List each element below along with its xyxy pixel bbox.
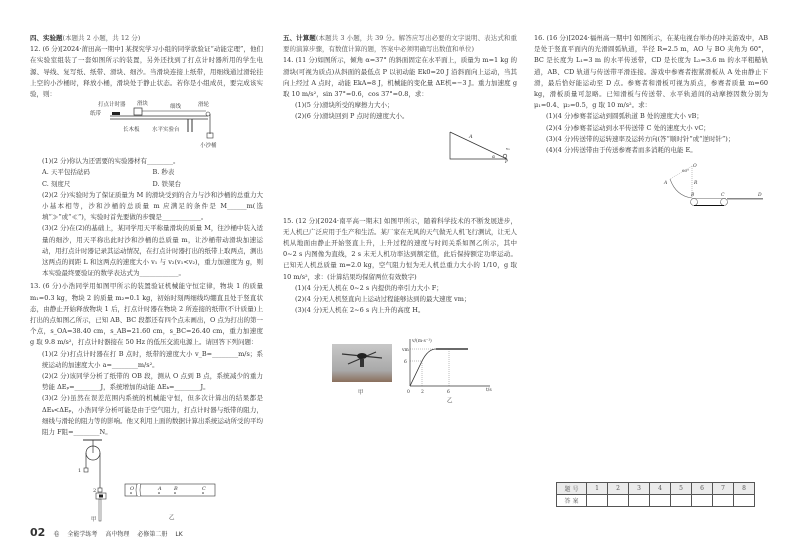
q-number: 3	[629, 483, 650, 495]
block-1	[84, 468, 88, 472]
drone-icon	[332, 344, 392, 382]
section-title: 四、实验题	[30, 34, 63, 42]
label-slider: 滑块	[137, 101, 149, 107]
q16-part1: (1)(4 分)参赛者运动到圆弧轨道 B 处的速度大小 vB；	[546, 112, 703, 121]
arc-track	[670, 179, 692, 198]
option-b: B. 秒表	[152, 168, 175, 177]
label-yi: 乙	[169, 515, 175, 521]
q16-stem: 16. (16 分)[2024·福州高一期中] 如图所示，在某电视台举办的冲关游戏中，AB 是处于竖直平面内的光滑圆弧轨道，半径 R=2.5 m，AO 与 BO 夹角为 60°，BC 是长度为 L₁=3 m 的水平传送带，CD 是长度为 L₂=3.6 m 的水平粗糙轨道，AB、CD 轨道与传送带平滑连接。游戏中参赛者抱紧滑板从 A 处由静止下滑，最后恰好能运动至 D 点。参赛者和滑板可视为质点，参赛者质量 m=60 kg，滑板质量可忽略。已知滑板与传送带、水平轨道间的动摩擦因数分别为 μ₁=0.4、μ₂=0.5，g 取 10 m/s²。求：	[534, 34, 768, 110]
label-vm: vm	[402, 348, 409, 353]
timer-shape	[112, 112, 120, 115]
footer-code: LK	[175, 531, 183, 538]
answer-cell[interactable]	[608, 495, 629, 507]
page-footer	[30, 526, 183, 539]
label-bucket: 小沙桶	[200, 143, 217, 149]
q-number: 2	[608, 483, 629, 495]
row-header-answer: 答 案	[557, 495, 587, 507]
answer-cell[interactable]	[713, 495, 734, 507]
q16-track-figure	[660, 162, 770, 204]
point-a: A	[158, 486, 162, 492]
label-r: R	[694, 181, 698, 186]
footer-book: 必修第二册	[137, 531, 168, 538]
q13-figure	[75, 438, 225, 523]
block-2	[98, 488, 102, 492]
section-title: 五、计算题	[283, 34, 316, 42]
drone-photo	[332, 344, 392, 382]
q12-part3: (3)(2 分)在(2)的基础上，某同学用天平称量滑块的质量 M，往沙桶中装入适量的细沙，用天平称出此时沙和沙桶的总质量 m，让沙桶带动滑块加速运动，用打点计时器记录其运动情况，在打点计时器打出的纸带上取两点，测出这两点的间距 L 和这两点的速度大小 v₁ 与 v₂(v₁<v₂)，重力加速度为 g，则本实验最终要验证的数学表达式为____________。	[42, 224, 263, 278]
table-row-numbers	[557, 483, 755, 495]
answer-cell[interactable]	[587, 495, 608, 507]
section-note: (本题共 2 小题，共 12 分)	[62, 34, 141, 42]
answer-table	[556, 482, 755, 507]
q15-part3: (3)(4 分)无人机在 2~6 s 内上升的高度 H。	[295, 306, 425, 315]
column-right	[534, 33, 768, 156]
column-middle	[283, 33, 517, 316]
label-tape: 纸带	[90, 111, 102, 117]
rough-track	[727, 198, 763, 200]
q14-part1: (1)(5 分)滑块所受的摩擦力大小；	[295, 101, 394, 110]
label-string: 细线	[170, 104, 182, 110]
q13-stem: 13. (6 分)小浩同学用如图甲所示的装置验证机械能守恒定律，物块 1 的质量 m₁=0.3 kg，物块 2 的质量 m₂=0.1 kg，初始时刻两细线均绷直且处于竖直状态，由静止开始释放物块 1 后，打点计时器在物块 2 所连接的纸带(不计质量)上打出的点如图乙所示，已知 AB、BC 段都还有四个点未画出，O 点为打出的第一个点，s_OA=38.40 cm，s_AB=21.60 cm，s_BC=26.40 cm，重力加速度 g 取 9.8 m/s²，打点计时器接在 50 Hz 的低压交流电源上。请回答下列问题：	[30, 282, 263, 347]
roller-c	[721, 199, 728, 206]
q15-part2: (2)(4 分)无人机竖直向上运动过程能够达到的最大速度 vm；	[295, 295, 471, 304]
q13-part1: (1)(2 分)打点计时器在打 B 点时，纸带的速度大小 v_B=________m/s；系统运动的加速度大小 a=________m/s²。	[42, 349, 263, 369]
q12-part2: (2)(2 分)实验时为了保证质量为 M 的滑块受到的合力与沙和沙桶的总重力大小基本相等，沙和沙桶的总质量 m 应满足的条件是 M______m(选填“≫”或“≪”)，实验时首先要做的步骤是____________。	[42, 190, 263, 222]
q16-part2: (2)(4 分)参赛者运动到水平传送带 C 处的速度大小 vC；	[546, 123, 710, 132]
point-b: B	[174, 486, 178, 492]
q12-options	[30, 167, 263, 189]
label-jia: 甲	[358, 390, 364, 396]
label-table: 水平实验台	[152, 127, 180, 133]
point-o: O	[130, 486, 135, 492]
section-note: (本题共 3 小题，共 39 分。解答应写出必要的文字说明、表达式和重要的演算步骤，有数值计算的题，答案中必须明确写出数值和单位)	[283, 34, 517, 54]
option-c: C. 刻度尺	[42, 179, 71, 188]
answer-cell[interactable]	[650, 495, 671, 507]
option-d: D. 铁架台	[152, 179, 182, 188]
answer-cell[interactable]	[629, 495, 650, 507]
q14-part2: (2)(6 分)滑块回到 P 点时的速度大小。	[295, 112, 409, 121]
q-number: 4	[650, 483, 671, 495]
label-x6: 6	[447, 390, 450, 395]
q14-incline-figure	[445, 130, 515, 165]
q14-stem: 14. (11 分)如图所示，倾角 α=37° 的斜面固定在水平面上，质量为 m=1 kg 的滑块(可视为质点)从斜面的最低点 P 以初动能 Ek0=20 J 沿斜面向上运动，当其向上经过 A 点时，动能 EkA=8 J，机械能的变化量 ΔE机=−3 J。重力加速度 g 取 10 m/s²，sin 37°=0.6，cos 37°=0.8，求：	[283, 56, 517, 99]
q15-part1: (1)(4 分)无人机在 0~2 s 内提供的牵引力大小 F；	[295, 283, 443, 292]
label-jia: 甲	[91, 517, 97, 523]
label-y6: 6	[404, 360, 407, 365]
footer-series: 全能学练考	[67, 531, 98, 538]
q15-stem: 15. (12 分)[2024·南平高一期末] 如图甲所示，随着科学技术的不断发展进步，无人机已广泛应用于生产和生活。某厂家在无风的天气做无人机飞行测试，让无人机从地面由静止开始竖直上升，上升过程的速度与时间关系如图乙所示，其中 0~2 s 内图像为直线，2 s 末无人机功率达到额定值，此后保持额定功率运动。已知无人机总质量 m=2.0 kg，空气阻力恒为无人机总重力大小的 1/10，g 取 10 m/s²，求：(计算结果均保留两位有效数字)	[283, 216, 517, 281]
point-c: C	[202, 486, 206, 492]
q12-part1: (1)(2 分)你认为还需要的实验器材有________。	[42, 157, 180, 166]
q13-part2: (2)(2 分)该同学分析了纸带的 OB 段，测从 O 点到 B 点，系统减少的重力势能 ΔEₚ=________J，系统增加的动能 ΔEₖ=________J。	[42, 372, 263, 392]
x-axis-label: t/s	[486, 388, 492, 393]
q-number: 7	[713, 483, 734, 495]
label-block-1: 1	[78, 468, 82, 474]
section-heading-calculation	[283, 33, 517, 55]
label-block-2: 2	[93, 488, 97, 494]
q16-part3: (3)(4 分)传送带的运转速率及运转方向(答“顺时针”或“逆时针”)；	[546, 134, 735, 143]
page-number: 02	[30, 526, 46, 539]
q-number: 5	[671, 483, 692, 495]
label-p: P	[505, 160, 509, 165]
label-x0: 0	[407, 390, 410, 395]
answer-cell[interactable]	[734, 495, 755, 507]
label-d: D	[758, 193, 762, 198]
option-a: A. 天平包括砝码	[42, 168, 90, 177]
footer-tag: 卷	[53, 531, 60, 538]
label-alpha: α	[492, 155, 496, 160]
y-axis-label: v/(m·s⁻¹)	[412, 339, 432, 344]
label-c: C	[721, 193, 725, 198]
q12-apparatus-figure	[90, 98, 220, 150]
q-number: 8	[734, 483, 755, 495]
label-b: B	[691, 193, 695, 198]
section-heading-experiment	[30, 33, 263, 44]
q13-part3: (3)(2 分)虽然在误差范围内系统的机械能守恒，但多次计算出的结果都是 ΔEₖ<ΔEₚ，小浩同学分析可能是由于空气阻力，打点计时器与纸带的阻力，细线与滑轮的阻力等的影响。他又利用上面的数据计算出系统运动所受的平均阻力 F阻=________N。	[42, 394, 263, 437]
answer-cell[interactable]	[692, 495, 713, 507]
label-a: A	[469, 134, 473, 140]
label-timer: 打点计时器	[98, 102, 126, 108]
label-angle: 60°	[682, 168, 690, 173]
q-number: 1	[587, 483, 608, 495]
q-number: 6	[692, 483, 713, 495]
label-o: O	[693, 164, 697, 169]
slider-ball	[503, 154, 507, 158]
label-v0: v₀	[506, 146, 510, 151]
slider-block	[134, 108, 142, 115]
table-row-answers	[557, 495, 755, 507]
footer-subject: 高中物理	[105, 531, 130, 538]
roller-b	[691, 199, 698, 206]
answer-cell[interactable]	[671, 495, 692, 507]
label-board: 长木板	[123, 127, 140, 133]
label-a: A	[664, 181, 668, 186]
label-pulley: 滑轮	[198, 102, 210, 108]
q15-vt-graph	[400, 336, 495, 404]
q16-part4: (4)(4 分)传送带由于传送参赛者而多消耗的电能 E。	[546, 146, 697, 155]
vt-curve	[410, 349, 468, 386]
label-yi: 乙	[447, 398, 453, 404]
q12-stem: 12. (6 分)[2024·莆田高一期中] 某探究学习小组的同学欲验证“动能定理”，他们在实验室组装了一套如图所示的装置，另外还找到了打点计时器所用的学生电源、导线、复写纸、纸带、滑块、细沙。当滑块连接上纸带，用细线通过滑轮挂上空的小沙桶时，释放小桶，滑块处于静止状态。若你是小组成员，要完成该实验，则：	[30, 45, 263, 99]
row-header-number: 题 号	[557, 483, 587, 495]
label-x2: 2	[421, 390, 424, 395]
column-left	[30, 33, 263, 438]
